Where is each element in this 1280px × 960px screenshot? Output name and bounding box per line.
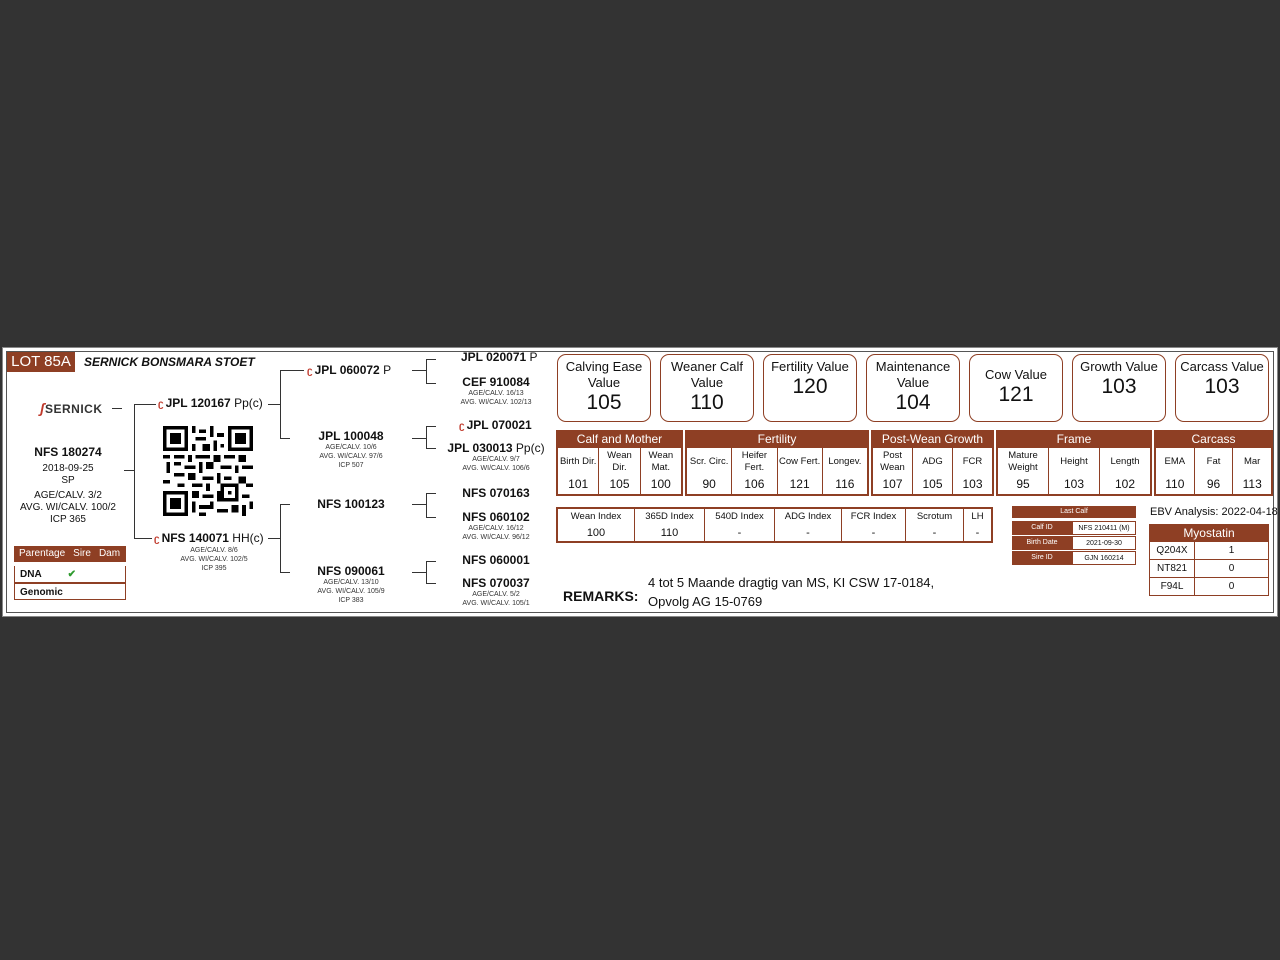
value-number: 121 (998, 383, 1034, 406)
pedigree-dds (446, 553, 546, 567)
last-calf-key: Calf ID (1012, 521, 1072, 535)
pedigree-sd (296, 429, 406, 470)
dd-icp: ICP 383 (338, 597, 364, 604)
table-calf-mother (556, 430, 683, 496)
index-cell (906, 509, 964, 541)
connector (280, 370, 281, 438)
value-maintenance (866, 354, 960, 422)
parentage-table (14, 546, 126, 600)
ebv-label: ADG (922, 456, 943, 467)
connector (426, 583, 436, 584)
value-label: Growth Value (1080, 359, 1158, 374)
ebv-value: 101 (568, 477, 589, 491)
sd-age: AGE/CALV. 10/6 (325, 444, 377, 451)
pedigree-ddd (446, 576, 546, 608)
breeder-icon: ʗ (459, 421, 465, 432)
parentage-header (14, 546, 126, 562)
ebv-value: 96 (1206, 477, 1221, 491)
ds-id: NFS 100123 (317, 497, 385, 511)
myostatin-row (1149, 578, 1269, 596)
ebv-value: 103 (962, 477, 983, 491)
myostatin-row (1149, 542, 1269, 560)
ebv-cell (1049, 448, 1100, 494)
lot-number: LOT 85A (7, 352, 75, 372)
ebv-label: Birth Dir. (559, 456, 597, 467)
ebv-cell (1195, 448, 1234, 494)
animal-birth-date: 2018-09-25 (42, 463, 94, 474)
ebv-value: 110 (1165, 477, 1185, 491)
ebv-label: FCR (962, 456, 983, 467)
ebv-value: 103 (1063, 477, 1085, 491)
ebv-label: Height (1060, 456, 1088, 467)
dd-avg: AVG. WI/CALV. 105/9 (317, 588, 385, 595)
dds-id: NFS 060001 (462, 553, 530, 567)
ebv-analysis-date: EBV Analysis: 2022-04-18 (1150, 506, 1278, 518)
last-calf-table (1012, 506, 1136, 565)
dam-icp: ICP 395 (201, 565, 227, 572)
table-title: Post-Wean Growth (873, 430, 992, 448)
ebv-label: Fat (1206, 456, 1221, 467)
connector (426, 383, 436, 384)
connector (426, 517, 436, 518)
last-calf-row (1012, 536, 1136, 550)
value-label: Weaner Calf Value (670, 359, 743, 390)
ebv-cell (687, 448, 732, 494)
last-calf-value: GJN 160214 (1072, 551, 1136, 565)
parentage-header-dam: Dam (98, 548, 121, 559)
index-value: - (871, 527, 876, 539)
dsd-id: NFS 060102 (462, 510, 530, 524)
table-title: Calf and Mother (558, 430, 681, 448)
index-cell (964, 509, 991, 541)
index-value: - (737, 527, 742, 539)
ebv-cell (641, 448, 681, 494)
index-value: 100 (586, 527, 606, 539)
connector (426, 493, 436, 494)
ebv-value: 116 (835, 477, 855, 491)
ss-id: JPL 060072 (314, 363, 380, 377)
table-title: Frame (998, 430, 1150, 448)
ebv-label: Mar (1243, 456, 1261, 467)
myostatin-title: Myostatin (1149, 524, 1269, 542)
ebv-cell (998, 448, 1049, 494)
table-post-wean (871, 430, 994, 496)
ebv-label: Post Wean (880, 450, 905, 473)
index-value: 110 (660, 527, 679, 539)
value-number: 110 (690, 391, 724, 414)
value-calving-ease (557, 354, 651, 422)
connector (124, 470, 134, 471)
myostatin-value: 0 (1228, 581, 1235, 592)
myostatin-row (1149, 560, 1269, 578)
sdd-id: JPL 030013 (447, 441, 513, 455)
connector (412, 572, 426, 573)
dam-avg: AVG. WI/CALV. 102/5 (180, 556, 248, 563)
ebv-label: Mature Weight (1008, 450, 1038, 473)
ebv-value: 121 (789, 477, 810, 491)
value-number: 104 (895, 391, 931, 414)
remarks-label: REMARKS: (563, 588, 639, 604)
last-calf-value: NFS 210411 (M) (1072, 521, 1136, 535)
index-value: - (932, 527, 937, 539)
sdd-suffix: Pp(c) (515, 441, 545, 455)
connector (426, 426, 427, 448)
dam-age: AGE/CALV. 8/6 (190, 547, 238, 554)
value-label: Fertility Value (771, 359, 849, 374)
table-fertility (685, 430, 869, 496)
parentage-row-dna (14, 566, 126, 583)
ebv-cell (953, 448, 992, 494)
connector (268, 404, 280, 405)
ebv-label: Longev. (828, 456, 862, 467)
ebv-value: 105 (609, 477, 630, 491)
parentage-header-sire: Sire (73, 548, 91, 559)
brand-logo (40, 400, 110, 418)
pedigree-dss (446, 486, 546, 500)
sss-id: JPL 020071 (461, 350, 527, 364)
value-number: 120 (792, 375, 828, 398)
ebv-value: 95 (1016, 477, 1030, 491)
value-growth (1072, 354, 1166, 422)
parentage-row-label: DNA (20, 569, 42, 580)
dsd-age: AGE/CALV. 16/12 (468, 525, 524, 532)
pedigree-dsd (446, 510, 546, 542)
pedigree-sire (158, 396, 263, 410)
pedigree-sss (461, 350, 538, 364)
connector (280, 504, 281, 572)
ebv-cell (823, 448, 867, 494)
sss-suffix: P (529, 350, 538, 364)
parentage-row-label: Genomic (20, 587, 63, 598)
sd-id: JPL 100048 (318, 429, 384, 443)
value-label: Carcass Value (1180, 359, 1264, 374)
index-table (556, 507, 993, 543)
last-calf-row (1012, 551, 1136, 565)
index-label: Scrotum (916, 511, 953, 522)
breeder-icon: ʗ (158, 399, 164, 410)
last-calf-row (1012, 521, 1136, 535)
dd-id: NFS 090061 (317, 564, 385, 578)
connector (412, 504, 426, 505)
breeder-icon: ʗ (154, 534, 160, 545)
dd-age: AGE/CALV. 13/10 (323, 579, 379, 586)
connector (426, 561, 427, 583)
animal-info (14, 444, 122, 526)
last-calf-value: 2021-09-30 (1072, 536, 1136, 550)
connector (280, 572, 290, 573)
connector (134, 404, 135, 538)
ebv-cell (558, 448, 599, 494)
connector (268, 538, 280, 539)
value-label: Cow Value (985, 367, 1047, 382)
myostatin-value: 1 (1228, 545, 1235, 556)
breeder-icon: ʗ (307, 366, 313, 377)
myostatin-key: NT821 (1150, 560, 1195, 577)
connector (426, 359, 436, 360)
index-label: Wean Index (570, 511, 622, 522)
myostatin-key: Q204X (1150, 542, 1195, 559)
animal-age-calv: AGE/CALV. 3/2 (34, 490, 102, 501)
animal-avg-wi: AVG. WI/CALV. 100/2 (20, 502, 116, 513)
animal-id: NFS 180274 (34, 445, 102, 459)
index-cell (635, 509, 705, 541)
brand-name: SERNICK (44, 402, 103, 416)
pedigree-sdd (446, 441, 546, 473)
pedigree-dam (154, 531, 264, 545)
connector (426, 426, 436, 427)
index-label: 365D Index (645, 511, 694, 522)
ebv-value: 100 (650, 477, 671, 491)
check-icon: ✔ (67, 569, 77, 580)
value-weaner-calf (660, 354, 754, 422)
ebv-value: 106 (744, 477, 765, 491)
index-value: - (975, 527, 980, 539)
index-cell (775, 509, 842, 541)
dsd-avg: AVG. WI/CALV. 96/12 (462, 534, 530, 541)
table-frame (996, 430, 1152, 496)
table-carcass (1154, 430, 1273, 496)
index-cell (842, 509, 906, 541)
ddd-id: NFS 070037 (462, 576, 530, 590)
connector (412, 438, 426, 439)
pedigree-ssd (446, 375, 546, 407)
pedigree-sds (459, 418, 532, 432)
ebv-label: Wean Dir. (607, 450, 632, 473)
ebv-label: EMA (1164, 456, 1186, 467)
ebv-value: 105 (922, 477, 943, 491)
myostatin-table (1149, 524, 1269, 596)
ebv-cell (1156, 448, 1195, 494)
remarks-line: 4 tot 5 Maande dragtig van MS, KI CSW 17-0184, (648, 575, 935, 590)
ebv-value: 90 (702, 477, 716, 491)
connector (112, 408, 122, 409)
ssd-avg: AVG. WI/CALV. 102/13 (460, 399, 532, 406)
qr-code (163, 426, 253, 516)
index-cell (558, 509, 635, 541)
value-number: 103 (1101, 375, 1137, 398)
sire-id: JPL 120167 (165, 396, 231, 410)
parentage-header-label: Parentage (19, 548, 66, 559)
value-number: 105 (586, 391, 622, 414)
ebv-value: 113 (1242, 477, 1262, 491)
index-label: 540D Index (715, 511, 764, 522)
sdd-title (446, 441, 546, 455)
ebv-cell (913, 448, 953, 494)
connector (280, 438, 290, 439)
value-fertility (763, 354, 857, 422)
remarks-line: Opvolg AG 15-0769 (648, 594, 763, 609)
ebv-cell (778, 448, 823, 494)
ebv-label: Scr. Circ. (689, 456, 729, 467)
remarks-text (648, 573, 934, 611)
sire-suffix: Pp(c) (234, 396, 263, 410)
value-number: 103 (1204, 375, 1240, 398)
value-cow (969, 354, 1063, 422)
index-cell (705, 509, 775, 541)
ssd-id: CEF 910084 (462, 375, 530, 389)
sd-avg: AVG. WI/CALV. 97/6 (319, 453, 383, 460)
animal-code: SP (61, 475, 75, 486)
sdd-age: AGE/CALV. 9/7 (472, 456, 520, 463)
connector (134, 404, 156, 405)
dss-id: NFS 070163 (462, 486, 530, 500)
animal-name: SERNICK BONSMARA STOET (84, 355, 255, 369)
connector (412, 370, 426, 371)
table-title: Fertility (687, 430, 867, 448)
connector (134, 538, 152, 539)
connector (426, 448, 436, 449)
index-label: LH (971, 511, 984, 522)
last-calf-key: Sire ID (1012, 551, 1072, 565)
index-value: - (806, 527, 810, 539)
last-calf-title: Last Calf (1012, 506, 1136, 518)
ebv-label: Cow Fert. (779, 456, 821, 467)
connector (280, 370, 304, 371)
ssd-age: AGE/CALV. 16/13 (468, 390, 524, 397)
ddd-age: AGE/CALV. 5/2 (472, 591, 520, 598)
dam-suffix: HH(c) (232, 531, 264, 545)
sds-id: JPL 070021 (466, 418, 532, 432)
ss-suffix: P (383, 363, 392, 377)
pedigree-ds (296, 497, 406, 511)
myostatin-value: 0 (1228, 563, 1235, 574)
pedigree-dd (296, 564, 406, 605)
connector (426, 561, 436, 562)
ddd-avg: AVG. WI/CALV. 105/1 (462, 600, 530, 607)
connector (426, 493, 427, 517)
connector (426, 359, 427, 383)
connector (280, 504, 290, 505)
ebv-cell (599, 448, 640, 494)
table-title: Carcass (1156, 430, 1271, 448)
pedigree-ss (307, 363, 391, 377)
brand-mark-icon: ʃ (40, 400, 45, 416)
value-carcass (1175, 354, 1269, 422)
dam-details (164, 546, 264, 573)
ebv-value: 107 (882, 477, 903, 491)
last-calf-key: Birth Date (1012, 536, 1072, 550)
value-label: Maintenance Value (875, 359, 951, 390)
value-label: Calving Ease Value (565, 359, 643, 390)
index-label: ADG Index (784, 511, 832, 522)
ebv-cell (1100, 448, 1150, 494)
ebv-value: 102 (1114, 477, 1136, 491)
ebv-cell (1233, 448, 1271, 494)
dam-id: NFS 140071 (161, 531, 229, 545)
animal-icp: ICP 365 (50, 514, 86, 525)
ebv-cell (873, 448, 913, 494)
index-label: FCR Index (850, 511, 897, 522)
sdd-avg: AVG. WI/CALV. 106/6 (462, 465, 530, 472)
ebv-label: Wean Mat. (648, 450, 674, 473)
sd-icp: ICP 507 (338, 462, 364, 469)
ebv-label: Heifer Fert. (741, 450, 768, 473)
parentage-row-genomic (14, 583, 126, 600)
ebv-cell (732, 448, 777, 494)
myostatin-key: F94L (1150, 578, 1195, 595)
ebv-label: Length (1110, 456, 1140, 467)
